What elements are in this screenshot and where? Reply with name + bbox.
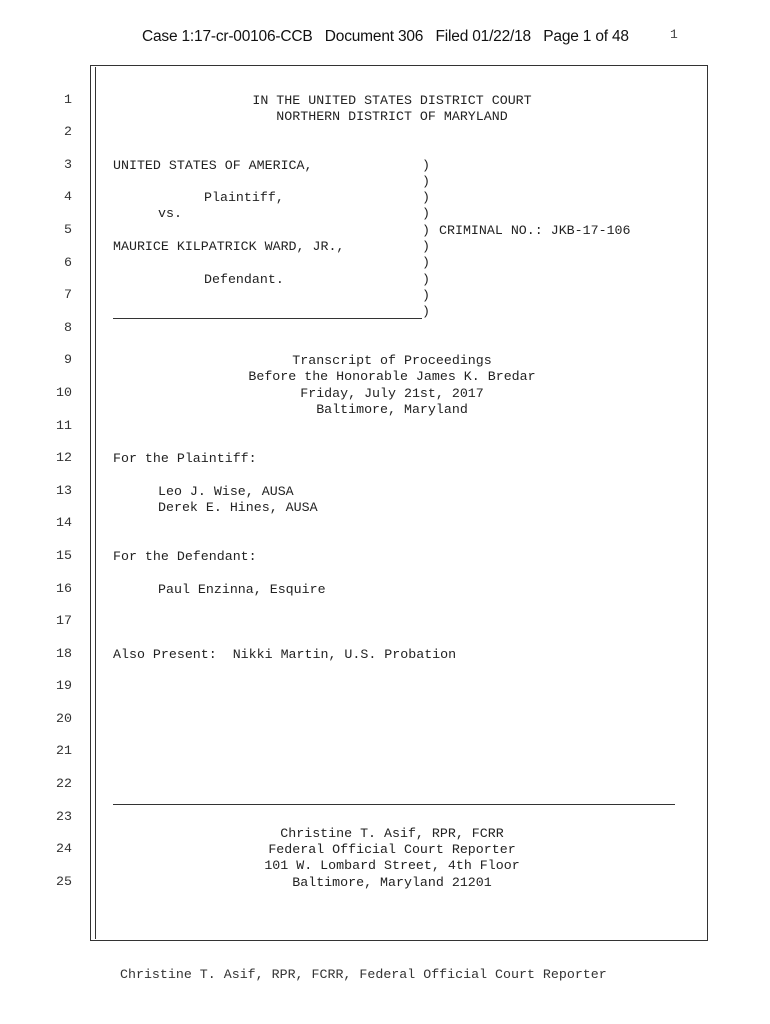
line-number: 11 (56, 418, 72, 433)
line-number: 5 (64, 222, 72, 237)
court-name: IN THE UNITED STATES DISTRICT COURT (252, 93, 532, 108)
caption-underline (113, 318, 422, 319)
margin-rule (95, 67, 96, 939)
line-number: 15 (56, 548, 72, 563)
line-number: 17 (56, 613, 72, 628)
line-number: 21 (56, 743, 72, 758)
page-number: 1 (670, 27, 678, 42)
line-number: 20 (56, 711, 72, 726)
caption-paren: ) (422, 158, 430, 173)
proceedings-location: Baltimore, Maryland (316, 402, 468, 417)
caption-paren: ) (422, 272, 430, 287)
caption-paren: ) (422, 223, 430, 238)
reporter-address: 101 W. Lombard Street, 4th Floor (264, 858, 520, 873)
defendant-name: MAURICE KILPATRICK WARD, JR., (113, 239, 345, 254)
line-number: 3 (64, 157, 72, 172)
line-number: 7 (64, 287, 72, 302)
reporter-name: Christine T. Asif, RPR, FCRR (280, 826, 504, 841)
line-number: 22 (56, 776, 72, 791)
proceedings-date: Friday, July 21st, 2017 (300, 386, 484, 401)
line-number: 16 (56, 581, 72, 596)
plaintiff-role: Plaintiff, (204, 190, 284, 205)
plaintiff-name: UNITED STATES OF AMERICA, (113, 158, 313, 173)
line-number: 23 (56, 809, 72, 824)
line-number: 4 (64, 189, 72, 204)
line-number: 18 (56, 646, 72, 661)
line-number: 2 (64, 124, 72, 139)
plaintiff-heading: For the Plaintiff: (113, 451, 257, 466)
line-number: 14 (56, 515, 72, 530)
line-number: 24 (56, 841, 72, 856)
criminal-number: CRIMINAL NO.: JKB-17-106 (439, 223, 631, 238)
versus: vs. (158, 206, 182, 221)
caption-paren: ) (422, 288, 430, 303)
defendant-role: Defendant. (204, 272, 284, 287)
proceedings-judge: Before the Honorable James K. Bredar (248, 369, 536, 384)
plaintiff-counsel: Derek E. Hines, AUSA (158, 500, 318, 515)
caption-paren: ) (422, 304, 430, 319)
line-number: 9 (64, 352, 72, 367)
line-number: 19 (56, 678, 72, 693)
caption-paren: ) (422, 206, 430, 221)
filing-stamp: Case 1:17-cr-00106-CCB Document 306 Filed 01/22/18 Page 1 of 48 (142, 28, 629, 45)
caption-paren: ) (422, 174, 430, 189)
caption-paren: ) (422, 190, 430, 205)
proceedings-title: Transcript of Proceedings (292, 353, 492, 368)
defendant-counsel: Paul Enzinna, Esquire (158, 582, 326, 597)
line-number: 13 (56, 483, 72, 498)
line-number: 6 (64, 255, 72, 270)
line-number: 1 (64, 92, 72, 107)
also-present: Also Present: Nikki Martin, U.S. Probation (113, 647, 457, 662)
page-footer: Christine T. Asif, RPR, FCRR, Federal Official Court Reporter (120, 967, 607, 982)
line-number: 8 (64, 320, 72, 335)
reporter-title: Federal Official Court Reporter (268, 842, 516, 857)
reporter-city: Baltimore, Maryland 21201 (292, 875, 492, 890)
line-number: 12 (56, 450, 72, 465)
caption-paren: ) (422, 239, 430, 254)
caption-paren: ) (422, 255, 430, 270)
court-district: NORTHERN DISTRICT OF MARYLAND (276, 109, 508, 124)
reporter-divider (113, 804, 675, 805)
plaintiff-counsel: Leo J. Wise, AUSA (158, 484, 294, 499)
line-number: 25 (56, 874, 72, 889)
defendant-heading: For the Defendant: (113, 549, 257, 564)
line-number: 10 (56, 385, 72, 400)
